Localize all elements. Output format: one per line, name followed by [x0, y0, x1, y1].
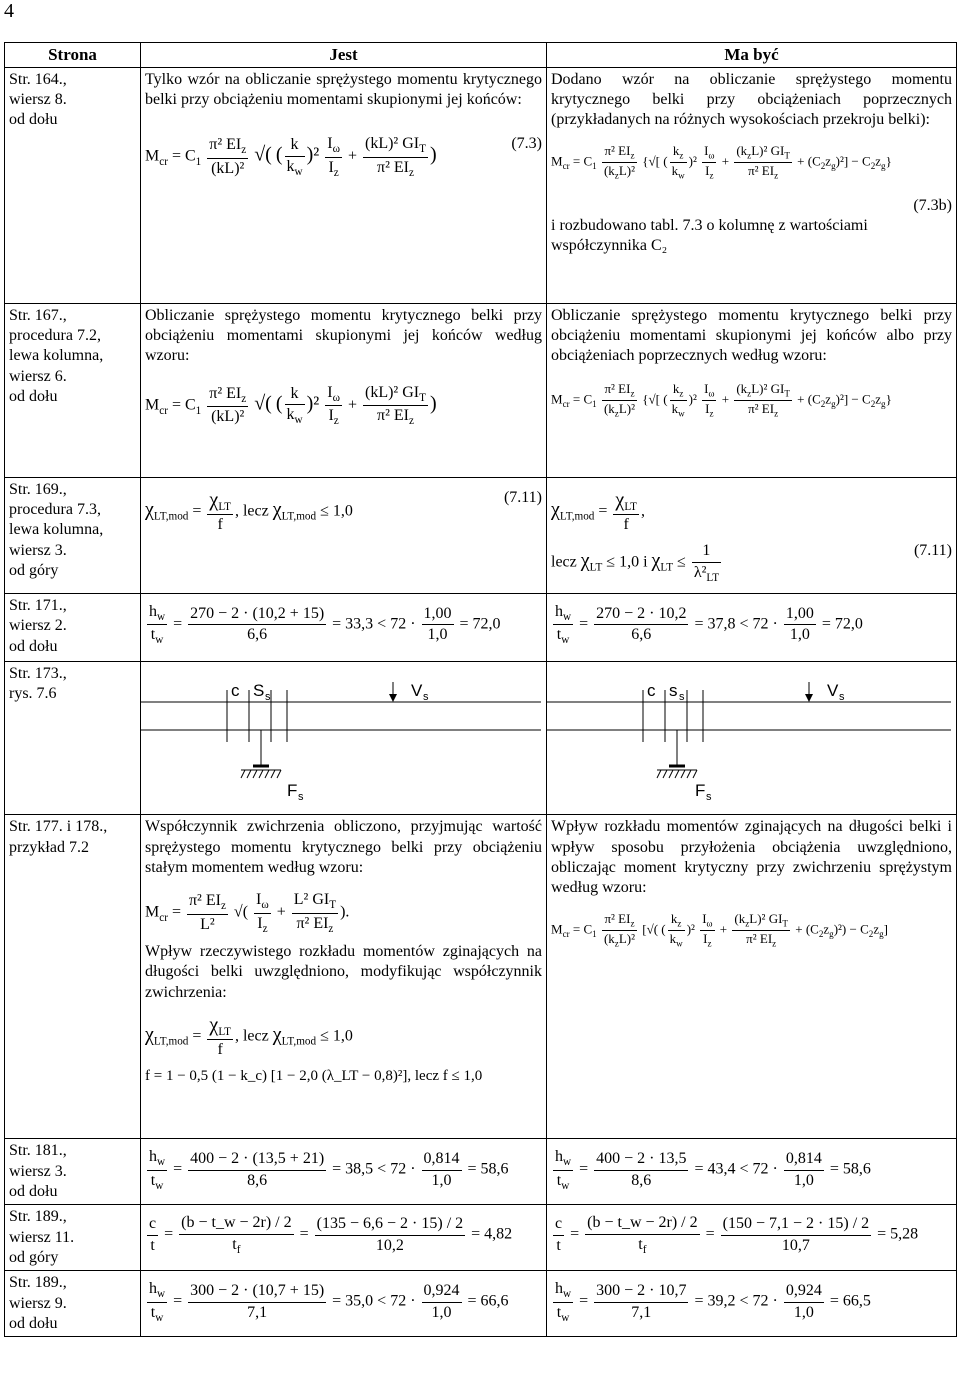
formula-chi-mod: $\chi_{LT,mod}$ = $\frac{\chi_{LT}}{f}$ , lecz $\chi_{LT,mod} \le 1,0$ (7.11): [145, 488, 542, 533]
figure-7-6-old: [141, 662, 541, 808]
label-ss: S: [253, 681, 265, 701]
formula-chi-limits: lecz $\chi_{LT} \le 1,0$ i $\chi_{LT}$ ≤ $\frac{1}{\lambda^2_{LT}}$ (7.11): [551, 542, 952, 584]
table-row: [5, 303, 957, 477]
jest-text: Tylko wzór na obliczanie sprężystego momentu krytycznego belki przy obciążeniu momentami skupionymi jej końców:: [145, 70, 542, 108]
jest-cell: [141, 1271, 547, 1337]
ma-cell: [547, 1139, 957, 1205]
header-ma-byc: Ma być: [547, 43, 957, 68]
ref-cell: Str. 164., wiersz 8. od dołu: [5, 67, 141, 303]
formula-chi-mod: $\chi_{LT,mod}$ = $\frac{\chi_{LT}}{f}$ ,: [551, 488, 645, 533]
header-strona: Strona: [5, 43, 141, 68]
jest-cell: [141, 594, 547, 662]
ref-cell: Str. 169., procedura 7.3, lewa kolumna, wiersz 3. od góry: [5, 477, 141, 593]
formula-hw-tw: $\frac{h_w}{t_w}$ = $\frac{400 - 2 \cdot (13,5 + 21)}{8,6}$ = 38,5 < 72 · $\frac{0,814}{1,0}$ = 58,6: [149, 1148, 509, 1192]
label-ss-sub: s: [265, 691, 271, 704]
header-jest: Jest: [141, 43, 547, 68]
formula-mcr-simplified: $M_{cr} = C_1$ $\frac{\pi^2 EI_z}{(k_zL)^2}$ [√( ( $\frac{k_z}{k_w}$ )² $\frac{I_\omega}{I_z}$ + $\frac{(k_zL)^2 GI_T}{\pi^2 EI_z}$ + $(C_2z_g)^2) - C_2z_g$]: [551, 910, 888, 949]
jest-cell: [141, 67, 547, 303]
jest-text: Współczynnik zwichrzenia obliczono, przyjmując wartość sprężystego momentu krytycznego belki przy obciążeniu stałym momentem według wzoru:: [145, 818, 542, 876]
formula-mcr: $M_{cr} = C_1$ $\frac{\pi^2 EI_z}{\text{(kL)²}}$ √( ( $\frac{k}{k_w}$ )² $\frac{I_\omega}{I_z}$ + $\frac{(kL)^2 GI_T}{\pi^2 EI_z}$ ): [145, 383, 437, 428]
ma-cell: [547, 815, 957, 1139]
table-row: [5, 662, 957, 815]
jest-cell: [141, 303, 547, 477]
formula-chi-mod: $\chi_{LT,mod}$ = $\frac{\chi_{LT}}{f}$ , lecz $\chi_{LT,mod} \le 1,0$: [145, 1014, 353, 1059]
equation-number: (7.11): [503, 488, 542, 506]
label-vs-sub: s: [839, 691, 845, 704]
formula-c-tf: $\frac{c}{t}$ = $\frac{(b - t\_w - 2r) / 2}{t_f}$ = $\frac{(135 - 6,6 - 2 \cdot 15) / 2}{10,2}$ = 4,82: [149, 1214, 513, 1256]
ma-cell: [547, 594, 957, 662]
formula-hw-tw: $\frac{h_w}{t_w}$ = $\frac{300 - 2 \cdot 10,7}{7,1}$ = 39,2 < 72 · $\frac{0,924}{1,0}$ = 66,5: [555, 1280, 871, 1324]
label-c: c: [647, 681, 656, 701]
label-vs: V: [827, 681, 839, 701]
ma-cell: [547, 1205, 957, 1271]
formula-hw-tw: $\frac{h_w}{t_w}$ = $\frac{270 - 2 \cdot (10,2 + 15)}{6,6}$ = 33,3 < 72 · $\frac{1,00}{1,0}$ = 72,0: [149, 603, 501, 647]
ma-text: Wpływ rozkładu momentów zginających na długości belki i wpływ sposobu przyłożenia obciążenia uwzględniono, obliczając moment krytyczny przy zwichrzeniu sprężystym według wzoru:: [551, 818, 952, 897]
formula-mcr-extended: $M_{cr} = C_1$ $\frac{\pi^2 EI_z}{(k_zL)^2}$ {√[ ( $\frac{k_z}{k_w}$ )² $\frac{I_\omega}{I_z}$ + $\frac{(k_zL)^2 GI_T}{\pi^2 EI_z}$ + $(C_2z_g)^2] - C_2z_g$}: [551, 142, 892, 181]
label-fs: F: [695, 781, 706, 801]
label-fs: F: [287, 781, 298, 801]
page-number: 4: [4, 0, 14, 22]
formula-mcr: $M_{cr} = C_1$ $\frac{\pi^2 EI_z}{\text{(kL)²}}$ √( ( $\frac{k}{k_w}$ )² $\frac{I_\omega}{I_z}$ + $\frac{(kL)^2 GI_T}{\pi^2 EI_z}$ ) (7.3): [145, 135, 542, 179]
errata-table: [4, 42, 957, 1337]
ref-cell: Str. 167., procedura 7.2, lewa kolumna, wiersz 6. od dołu: [5, 303, 141, 477]
ma-text-2: i rozbudowano tabl. 7.3 o kolumnę z wartościami współczynnika C₂: [551, 217, 868, 255]
label-ss: s: [669, 681, 678, 701]
ma-text: Dodano wzór na obliczanie sprężystego momentu krytycznego belki przy obciążeniach poprzecznych (przykładanych na różnych wysokościach przekroju belki):: [551, 70, 952, 129]
formula-f: f = 1 − 0,5 (1 − k_c) [1 − 2,0 (λ_LT − 0,8)²], lecz f ≤ 1,0: [145, 1067, 483, 1084]
ma-text: Obliczanie sprężystego momentu krytycznego belki przy obciążeniu momentami skupionymi jej końców albo przy obciążeniach poprzecznych według wzoru:: [551, 306, 952, 365]
ma-cell: [547, 662, 957, 815]
jest-cell: [141, 477, 547, 593]
formula-hw-tw: $\frac{h_w}{t_w}$ = $\frac{400 - 2 \cdot 13,5}{8,6}$ = 43,4 < 72 · $\frac{0,814}{1,0}$ = 58,6: [555, 1148, 871, 1192]
table-row: [5, 1205, 957, 1271]
table-row: [5, 67, 957, 303]
ref-cell: Str. 189., wiersz 11. od góry: [5, 1205, 141, 1271]
ref-cell: Str. 181., wiersz 3. od dołu: [5, 1139, 141, 1205]
table-row: [5, 1139, 957, 1205]
jest-cell: [141, 1205, 547, 1271]
label-c: c: [231, 681, 240, 701]
header-row: [5, 43, 957, 68]
jest-cell: [141, 815, 547, 1139]
ref-cell: Str. 171., wiersz 2. od dołu: [5, 594, 141, 662]
formula-c-tf: $\frac{c}{t}$ = $\frac{(b - t\_w - 2r) / 2}{t_f}$ = $\frac{(150 - 7,1 - 2 \cdot 15) / 2}{10,7}$ = 5,28: [555, 1214, 919, 1256]
jest-cell: [141, 1139, 547, 1205]
formula-hw-tw: $\frac{h_w}{t_w}$ = $\frac{270 - 2 \cdot 10,2}{6,6}$ = 37,8 < 72 · $\frac{1,00}{1,0}$ = 72,0: [555, 603, 863, 647]
ref-cell: Str. 189., wiersz 9. od dołu: [5, 1271, 141, 1337]
label-vs: V: [411, 681, 423, 701]
label-vs-sub: s: [423, 691, 429, 704]
label-fs-sub: s: [298, 791, 304, 804]
ma-cell: [547, 1271, 957, 1337]
ma-cell: [547, 477, 957, 593]
ref-cell: Str. 173., rys. 7.6: [5, 662, 141, 815]
figure-7-6-new: [547, 662, 951, 808]
ma-cell: [547, 303, 957, 477]
label-fs-sub: s: [706, 791, 712, 804]
equation-number: (7.11): [913, 542, 952, 560]
jest-text-2: Wpływ rzeczywistego rozkładu momentów zginających na długości belki uwzględniono, modyfikując współczynnik zwichrzenia:: [145, 943, 542, 1001]
equation-number: (7.3): [511, 135, 542, 153]
table-row: [5, 594, 957, 662]
formula-hw-tw: $\frac{h_w}{t_w}$ = $\frac{300 - 2 \cdot (10,7 + 15)}{7,1}$ = 35,0 < 72 · $\frac{0,924}{1,0}$ = 66,6: [149, 1280, 509, 1324]
formula-mcr-uniform: $M_{cr}$ = $\frac{\pi^2 EI_z}{\text{L²}}$ √( $\frac{I_\omega}{I_z}$ + $\frac{L^2 GI_T}{\pi^2 EI_z}$ ).: [145, 891, 350, 935]
table-row: [5, 1271, 957, 1337]
label-ss-sub: s: [679, 691, 685, 704]
formula-mcr-extended: $M_{cr} = C_1$ $\frac{\pi^2 EI_z}{(k_zL)^2}$ {√[ ( $\frac{k_z}{k_w}$ )² $\frac{I_\omega}{I_z}$ + $\frac{(k_zL)^2 GI_T}{\pi^2 EI_z}$ + $(C_2z_g)^2] - C_2z_g$}: [551, 380, 892, 419]
equation-number: (7.3b): [913, 196, 952, 214]
ref-cell: Str. 177. i 178., przykład 7.2: [5, 815, 141, 1139]
table-row: [5, 477, 957, 593]
ma-cell: [547, 67, 957, 303]
jest-text: Obliczanie sprężystego momentu krytycznego belki przy obciążeniu momentami skupionymi jej końców według wzoru:: [145, 306, 542, 365]
jest-cell: [141, 662, 547, 815]
table-row: [5, 815, 957, 1139]
